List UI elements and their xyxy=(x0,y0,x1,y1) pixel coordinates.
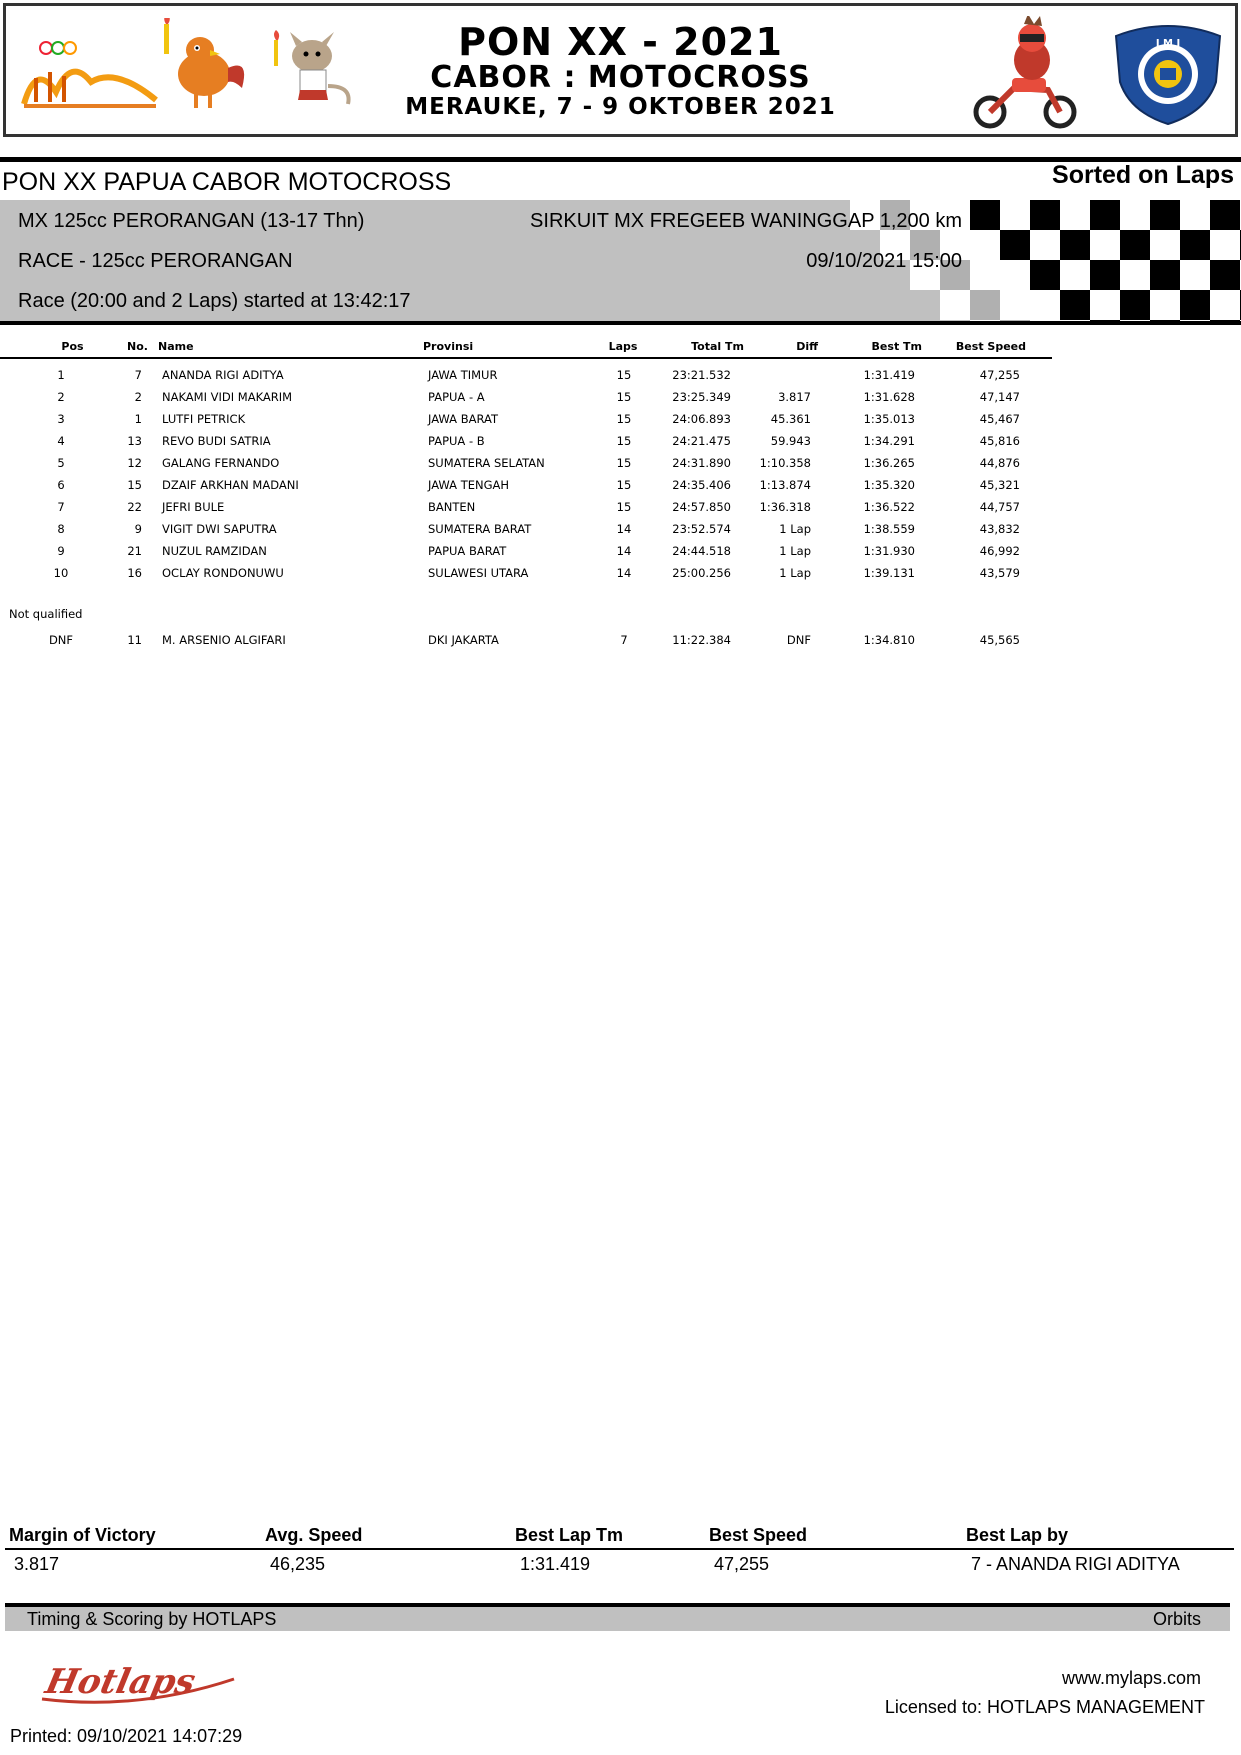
col-laps: Laps xyxy=(608,340,638,353)
flag-cell xyxy=(1210,260,1240,290)
cell-diff: 1 Lap xyxy=(779,522,811,536)
cell-laps: 15 xyxy=(616,456,632,470)
printed-timestamp: Printed: 09/10/2021 14:07:29 xyxy=(10,1726,243,1746)
flag-cell xyxy=(1030,230,1060,260)
cell-no: 9 xyxy=(134,522,142,536)
flag-cell xyxy=(1090,230,1120,260)
cell-no: 2 xyxy=(134,390,142,404)
cell-best-speed: 43,579 xyxy=(979,566,1020,580)
svg-text:Hotlaps: Hotlaps xyxy=(42,1662,199,1702)
col-pos: Pos xyxy=(61,340,84,353)
cell-best-time: 1:35.320 xyxy=(863,478,915,492)
cell-no: 22 xyxy=(127,500,142,514)
cell-laps: 14 xyxy=(616,566,632,580)
race-class: MX 125cc PERORANGAN (13-17 Thn) xyxy=(18,210,365,232)
cell-name: GALANG FERNANDO xyxy=(162,456,280,470)
flag-cell xyxy=(1120,290,1150,320)
cell-no: 16 xyxy=(127,566,142,580)
race-start: Race (20:00 and 2 Laps) started at 13:42:17 xyxy=(18,290,411,312)
cell-provinsi: SUMATERA BARAT xyxy=(428,522,532,536)
flag-cell xyxy=(1000,230,1030,260)
cell-total-time: 24:21.475 xyxy=(672,434,731,448)
flag-cell xyxy=(1150,260,1180,290)
cell-name: ANANDA RIGI ADITYA xyxy=(162,368,284,382)
cell-name: OCLAY RONDONUWU xyxy=(162,566,284,580)
cell-total-time: 23:52.574 xyxy=(672,522,731,536)
flag-cell xyxy=(1060,290,1090,320)
flag-cell xyxy=(1180,230,1210,260)
cell-provinsi: SUMATERA SELATAN xyxy=(428,456,545,470)
cell-best-time: 1:34.810 xyxy=(863,633,915,647)
flag-cell xyxy=(1210,200,1240,230)
cell-best-speed: 43,832 xyxy=(979,522,1020,536)
svg-text:I M I: I M I xyxy=(1155,38,1181,49)
race-datetime: 09/10/2021 15:00 xyxy=(806,250,962,272)
race-name: RACE - 125cc PERORANGAN xyxy=(18,250,293,272)
cell-laps: 15 xyxy=(616,500,632,514)
cell-pos: 4 xyxy=(57,434,65,448)
results-header xyxy=(0,336,1052,359)
cell-diff: 59.943 xyxy=(770,434,811,448)
col-name: Name xyxy=(158,340,194,353)
cell-laps: 15 xyxy=(616,390,632,404)
flag-cell xyxy=(1180,200,1210,230)
flag-cell xyxy=(970,260,1000,290)
event-title: PON XX PAPUA CABOR MOTOCROSS xyxy=(2,168,452,196)
cell-total-time: 11:22.384 xyxy=(672,633,731,647)
orbits-label: Orbits xyxy=(1152,1609,1201,1629)
flag-cell xyxy=(1150,230,1180,260)
table-row xyxy=(0,429,1052,451)
cell-provinsi: PAPUA - B xyxy=(428,434,485,448)
flag-cell xyxy=(1120,260,1150,290)
race-info-panel xyxy=(0,200,1241,321)
cell-total-time: 24:35.406 xyxy=(672,478,731,492)
website-link[interactable]: www.mylaps.com xyxy=(1061,1668,1201,1688)
cell-best-speed: 45,467 xyxy=(979,412,1020,426)
cell-pos: 9 xyxy=(57,544,65,558)
flag-cell xyxy=(1180,290,1210,320)
imi-logo xyxy=(1106,22,1230,126)
footer-bar xyxy=(5,1607,1230,1631)
cell-provinsi: JAWA BARAT xyxy=(428,412,498,426)
avg-speed-label: Avg. Speed xyxy=(265,1525,363,1545)
flag-cell xyxy=(1060,230,1090,260)
cell-name: LUTFI PETRICK xyxy=(162,412,246,426)
motorcycle-mascot-icon xyxy=(968,16,1088,132)
cell-best-time: 1:35.013 xyxy=(863,412,915,426)
not-qualified-label: Not qualified xyxy=(9,607,83,621)
cell-laps: 14 xyxy=(616,544,632,558)
cell-diff: 1:36.318 xyxy=(759,500,811,514)
flag-cell xyxy=(1090,200,1120,230)
event-banner xyxy=(3,3,1238,137)
cell-total-time: 25:00.256 xyxy=(672,566,731,580)
hotlaps-logo xyxy=(38,1655,238,1707)
cell-no: 15 xyxy=(127,478,142,492)
flag-cell xyxy=(940,290,970,320)
cell-laps: 15 xyxy=(616,434,632,448)
flag-cell xyxy=(1030,200,1060,230)
cell-total-time: 24:44.518 xyxy=(672,544,731,558)
timing-credit: Timing & Scoring by HOTLAPS xyxy=(27,1609,277,1629)
banner-location: MERAUKE, 7 - 9 OKTOBER 2021 xyxy=(405,94,836,120)
flag-cell xyxy=(1030,290,1060,320)
flag-cell xyxy=(1030,260,1060,290)
cell-pos: 1 xyxy=(57,368,65,382)
best-speed-value: 47,255 xyxy=(714,1554,770,1574)
table-row xyxy=(0,363,1052,385)
col-provinsi: Provinsi xyxy=(423,340,474,353)
cell-pos: 7 xyxy=(57,500,65,514)
flag-cell xyxy=(1150,200,1180,230)
col-best-time: Best Tm xyxy=(871,340,922,353)
col-no: No. xyxy=(127,340,148,353)
cell-total-time: 24:31.890 xyxy=(672,456,731,470)
flag-cell xyxy=(1210,230,1240,260)
circuit-name: SIRKUIT MX FREGEEB WANINGGAP 1,200 km xyxy=(530,210,962,232)
cell-no: 13 xyxy=(127,434,142,448)
cell-provinsi: SULAWESI UTARA xyxy=(428,566,529,580)
best-lap-by-label: Best Lap by xyxy=(966,1525,1069,1545)
cell-pos: 5 xyxy=(57,456,65,470)
avg-speed-value: 46,235 xyxy=(270,1554,326,1574)
table-row xyxy=(0,517,1052,539)
margin-value: 3.817 xyxy=(14,1554,60,1574)
cell-no: 1 xyxy=(134,412,142,426)
cell-name: NAKAMI VIDI MAKARIM xyxy=(162,390,293,404)
table-row xyxy=(0,407,1052,429)
table-row xyxy=(0,561,1052,583)
cell-total-time: 24:06.893 xyxy=(672,412,731,426)
best-lap-value: 1:31.419 xyxy=(520,1554,591,1574)
cell-best-speed: 44,757 xyxy=(979,500,1020,514)
cell-best-speed: 45,321 xyxy=(979,478,1020,492)
cell-laps: 7 xyxy=(620,633,628,647)
table-row xyxy=(0,628,1052,650)
table-row xyxy=(0,473,1052,495)
cell-name: VIGIT DWI SAPUTRA xyxy=(162,522,277,536)
col-total-time: Total Tm xyxy=(691,340,744,353)
cell-laps: 15 xyxy=(616,478,632,492)
cell-best-speed: 46,992 xyxy=(979,544,1020,558)
cell-no: 7 xyxy=(134,368,142,382)
cell-best-time: 1:31.628 xyxy=(863,390,915,404)
cell-best-speed: 44,876 xyxy=(979,456,1020,470)
best-lap-label: Best Lap Tm xyxy=(515,1525,624,1545)
cell-best-time: 1:31.419 xyxy=(863,368,915,382)
margin-label: Margin of Victory xyxy=(9,1525,156,1545)
cell-pos: 6 xyxy=(57,478,65,492)
cell-laps: 15 xyxy=(616,368,632,382)
flag-cell xyxy=(1120,200,1150,230)
cell-provinsi: JAWA TENGAH xyxy=(428,478,510,492)
cell-best-time: 1:36.265 xyxy=(863,456,915,470)
cell-diff: 1 Lap xyxy=(779,566,811,580)
cell-total-time: 23:25.349 xyxy=(672,390,731,404)
cell-no: 12 xyxy=(127,456,142,470)
table-row xyxy=(0,385,1052,407)
cell-total-time: 23:21.532 xyxy=(672,368,731,382)
sort-label: Sorted on Laps xyxy=(1052,161,1234,189)
flag-cell xyxy=(1060,260,1090,290)
flag-cell xyxy=(1150,290,1180,320)
cell-pos: 3 xyxy=(57,412,65,426)
cell-no: 11 xyxy=(127,633,142,647)
cell-diff: 1:10.358 xyxy=(759,456,811,470)
cell-provinsi: PAPUA - A xyxy=(428,390,485,404)
cell-name: DZAIF ARKHAN MADANI xyxy=(162,478,299,492)
cell-diff: 45.361 xyxy=(770,412,811,426)
flag-cell xyxy=(970,200,1000,230)
flag-cell xyxy=(1090,260,1120,290)
cell-laps: 15 xyxy=(616,412,632,426)
flag-cell xyxy=(1060,200,1090,230)
best-speed-label: Best Speed xyxy=(709,1525,808,1545)
cell-best-speed: 47,147 xyxy=(979,390,1020,404)
table-row xyxy=(0,495,1052,517)
cell-name: M. ARSENIO ALGIFARI xyxy=(162,633,286,647)
cell-provinsi: DKI JAKARTA xyxy=(428,633,499,647)
table-row xyxy=(0,539,1052,561)
cell-best-time: 1:31.930 xyxy=(863,544,915,558)
flag-cell xyxy=(1000,290,1030,320)
cell-best-speed: 45,816 xyxy=(979,434,1020,448)
cell-best-time: 1:38.559 xyxy=(863,522,915,536)
cell-provinsi: PAPUA BARAT xyxy=(428,544,507,558)
cell-name: JEFRI BULE xyxy=(162,500,225,514)
cell-laps: 14 xyxy=(616,522,632,536)
flag-cell xyxy=(1210,290,1240,320)
cell-diff: 3.817 xyxy=(778,390,811,404)
cell-name: REVO BUDI SATRIA xyxy=(162,434,271,448)
flag-cell xyxy=(1000,260,1030,290)
cell-name: NUZUL RAMZIDAN xyxy=(162,544,267,558)
cell-pos: 10 xyxy=(53,566,69,580)
flag-cell xyxy=(1180,260,1210,290)
banner-title: PON XX - 2021 xyxy=(458,20,783,64)
cell-diff: 1:13.874 xyxy=(759,478,811,492)
flag-cell xyxy=(1120,230,1150,260)
cell-pos: 2 xyxy=(57,390,65,404)
cell-diff: 1 Lap xyxy=(779,544,811,558)
cell-total-time: 24:57.850 xyxy=(672,500,731,514)
table-row xyxy=(0,451,1052,473)
cell-best-speed: 47,255 xyxy=(979,368,1020,382)
license-text: Licensed to: HOTLAPS MANAGEMENT xyxy=(884,1697,1205,1717)
cell-provinsi: JAWA TIMUR xyxy=(428,368,498,382)
col-diff: Diff xyxy=(796,340,818,353)
flag-cell xyxy=(1090,290,1120,320)
best-lap-by-value: 7 - ANANDA RIGI ADITYA xyxy=(971,1554,1180,1574)
banner-subtitle: CABOR : MOTOCROSS xyxy=(430,60,811,95)
info-rule xyxy=(0,321,1241,325)
flag-cell xyxy=(970,230,1000,260)
cell-pos: DNF xyxy=(48,633,74,647)
cell-provinsi: BANTEN xyxy=(428,500,476,514)
col-best-speed: Best Speed xyxy=(955,340,1026,353)
cell-best-time: 1:36.522 xyxy=(863,500,915,514)
cell-diff: DNF xyxy=(786,633,811,647)
cell-best-speed: 45,565 xyxy=(979,633,1020,647)
flag-cell xyxy=(1000,200,1030,230)
summary-rule xyxy=(5,1548,1234,1550)
cell-no: 21 xyxy=(127,544,142,558)
cell-best-time: 1:39.131 xyxy=(863,566,915,580)
flag-cell xyxy=(970,290,1000,320)
cell-pos: 8 xyxy=(57,522,65,536)
cell-best-time: 1:34.291 xyxy=(863,434,915,448)
